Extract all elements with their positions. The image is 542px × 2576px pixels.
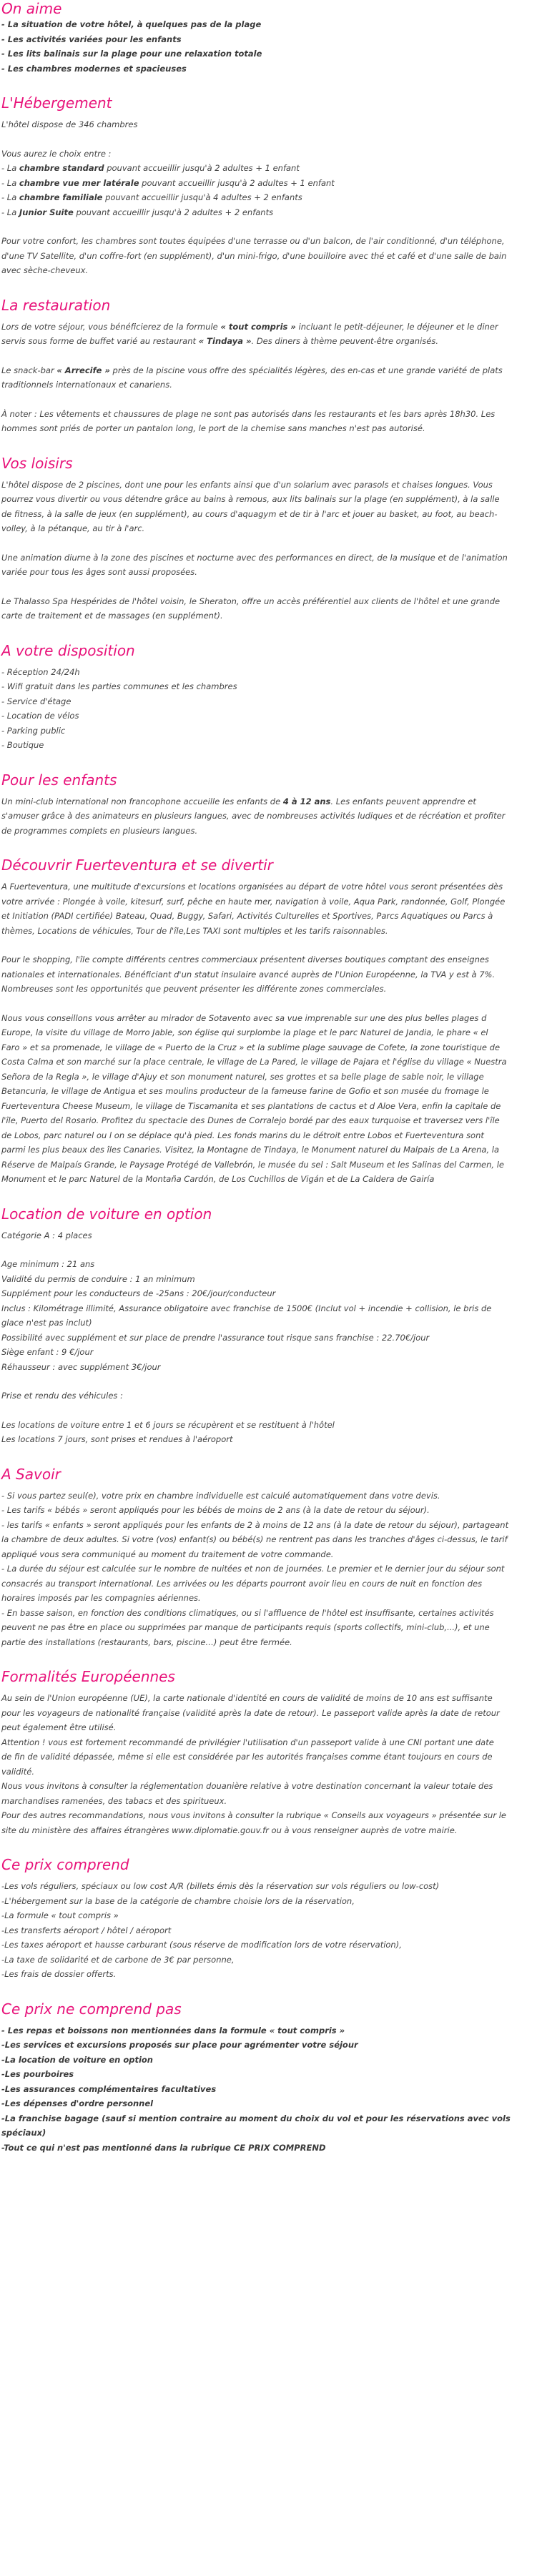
list-item: - Service d'étage (1, 696, 72, 706)
formalites-line: validité. (1, 1766, 34, 1777)
list-item: - Les chambres modernes et spacieuses (1, 63, 187, 74)
disposition-list (1, 665, 541, 753)
hebergement-choice-intro: Vous aurez le choix entre : (1, 148, 112, 159)
prix-ne-comprend-list (1, 2023, 541, 2156)
fuerteventura-text: l'île, Puerto del Rosario. Profitez du spectacle des Dunes de Corralejo bordé par des eaux turquoise et traversez vers l'île (1, 1115, 500, 1125)
room-name: chambre familiale (19, 192, 103, 202)
comfort-text: d'une TV Satellite, d'un coffre-fort (en supplément), d'un mini-frigo, d'une bouilloire avec thé et café et d'une salle de bain (1, 250, 507, 261)
savoir-line: peuvent ne pas être en place ou supprimées par manque de participants requis (sports collectifs, mini-club,...), et une (1, 1622, 490, 1632)
fuerteventura-text: Nous vous conseillons vous arrêter au mirador de Sotavento avec sa vue imprenable sur une des plus belles plages d (1, 1012, 487, 1023)
list-item: - Wifi gratuit dans les parties communes et les chambres (1, 681, 237, 691)
formalites-line: pour les voyageurs de nationalité française (validité après la date de retour). Le passeport valide après la date de retour (1, 1707, 500, 1718)
list-item: -Les pourboires (1, 2069, 74, 2079)
list-item: -Les dépenses d'ordre personnel (1, 2098, 154, 2108)
list-item: -Les assurances complémentaires facultatives (1, 2083, 217, 2094)
savoir-line: la chambre de deux adultes. Si votre (vos) enfant(s) ou bébé(s) ne rentrent pas dans les tranches d'âges ci-dessus, le tarif (1, 1534, 508, 1544)
list-item: -Les vols réguliers, spéciaux ou low cost A/R (billets émis dès la réservation sur vols réguliers ou low-cost) (1, 1881, 440, 1891)
loisirs-text: volley, à la pétanque, au tir à l'arc. (1, 523, 145, 533)
loisirs-title: Vos loisirs (1, 454, 73, 472)
location-line: Possibilité avec supplément et sur place de prendre l'assurance tout risque sans franchise : 22.70€/jour (1, 1332, 430, 1343)
restauration-text: traditionnels internationaux et canariens. (1, 380, 172, 390)
fuerteventura-title: Découvrir Fuerteventura et se divertir (1, 857, 273, 874)
list-item: -Les taxes aéroport et hausse carburant (sous réserve de modification lors de votre réservation), (1, 1940, 402, 1950)
fuerteventura-text: nationales et internationales. Bénéficiant d'un statut insulaire avancé auprès de l'Union Européenne, la TVA y est à 7%. (1, 969, 496, 979)
section-loisirs (1, 455, 541, 623)
location-line: Age minimum : 21 ans (1, 1259, 95, 1269)
on-aime-title: On aime (1, 0, 62, 17)
section-savoir (1, 1466, 541, 1650)
list-item: -Les services et excursions proposés sur place pour agrémenter votre séjour (1, 2040, 358, 2050)
fuerteventura-text: Europe, la visite du village de Morro Jable, son église qui surplombe la plage et le parc Naturel de Jandia, le phare « el (1, 1027, 488, 1037)
list-item: -Les transferts aéroport / hôtel / aéroport (1, 1925, 172, 1935)
comfort-text: Pour votre confort, les chambres sont toutes équipées d'une terrasse ou d'un balcon, de l'air conditionné, d'un téléphone, (1, 236, 505, 246)
savoir-line: appliqué vous sera communiqué au moment du traitement de votre commande. (1, 1549, 334, 1559)
prix-comprend-list (1, 1879, 541, 1982)
savoir-line: - Si vous partez seul(e), votre prix en chambre individuelle est calculé automatiquement dans votre devis. (1, 1490, 440, 1501)
formalites-line: Au sein de l'Union européenne (UE), la carte nationale d'identité en cours de validité de moins de 10 ans est suffisante (1, 1693, 493, 1703)
savoir-title: A Savoir (1, 1465, 61, 1483)
formalites-line: Pour des autres recommandations, nous vous invitons à consulter la rubrique « Conseils aux voyageurs » présentée sur le (1, 1810, 506, 1820)
list-item: -La franchise bagage (sauf si mention contraire au moment du choix du vol et pour les réservations avec vols (1, 2113, 511, 2123)
loisirs-text: L'hôtel dispose de 2 piscines, dont une pour les enfants ainsi que d'un solarium avec parasols et chaises longues. Vous (1, 479, 493, 490)
section-fuerteventura (1, 857, 541, 1187)
restauration-text: Le snack-bar « Arrecife » près de la piscine vous offre des spécialités légères, des en-cas et une grande variété de plats (1, 365, 503, 375)
location-vehicles: Prise et rendu des véhicules : (1, 1391, 123, 1401)
room-name: chambre standard (19, 163, 104, 173)
location-line: Siège enfant : 9 €/jour (1, 1347, 94, 1357)
savoir-line: horaires imposés par les compagnies aériennes. (1, 1593, 201, 1603)
enfants-title: Pour les enfants (1, 771, 117, 789)
savoir-line: - les tarifs « enfants » seront appliqués pour les enfants de 2 à moins de 12 ans (à la date de retour du séjour), partageant (1, 1519, 509, 1530)
location-rule: Les locations 7 jours, sont prises et rendues à l'aéroport (1, 1434, 233, 1444)
list-item: - La situation de votre hôtel, à quelques pas de la plage (1, 19, 262, 29)
list-item: -Tout ce qui n'est pas mentionné dans la rubrique CE PRIX COMPREND (1, 2142, 326, 2153)
loisirs-text: pourrez vous divertir ou vous détendre grâce au bains à remous, aux lits balinais sur la plage (en supplément), à la salle (1, 494, 500, 504)
hebergement-intro: L'hôtel dispose de 346 chambres (1, 119, 138, 129)
section-location (1, 1205, 541, 1447)
section-disposition (1, 642, 541, 753)
formalites-line: marchandises ramenées, des tabacs et des spiritueux. (1, 1795, 227, 1806)
location-line: Réhausseur : avec supplément 3€/jour (1, 1361, 161, 1372)
list-item: - Parking public (1, 725, 66, 736)
fuerteventura-text: Betancuria, le village de Antigua et ses moulins producteur de la fameuse farine de Gofio et son musée du fromage le (1, 1086, 489, 1096)
room-name: Junior Suite (19, 207, 74, 217)
formalites-line: de fin de validité dépassée, même si elle est considérée par les autorités françaises comme étant toujours en cours de (1, 1752, 493, 1762)
formalites-line: Nous vous invitons à consulter la réglementation douanière relative à votre destination concernant la valeur totale des (1, 1781, 493, 1791)
savoir-line: partie des installations (restaurants, bars, piscine…) peut être fermée. (1, 1637, 292, 1647)
section-formalites (1, 1668, 541, 1837)
fuerteventura-text: parmi les plus beaux des îles Canaries. Visitez, la Montagne de Tindaya, le Monument naturel du Malpais de La Arena, la (1, 1145, 500, 1155)
enfants-text: s'amuser grâce à des animateurs en plusieurs langues, avec de nombreuses activités ludiques et de récréation et profiter (1, 811, 506, 821)
loisirs-text: Le Thalasso Spa Hespérides de l'hôtel voisin, le Sheraton, offre un accès préférentiel aux clients de l'hôtel et une grande (1, 596, 501, 606)
fuerteventura-text: Monument et le parc Naturel de la Montaña Cardón, de Los Cuchillos de Vigán et de La Caldera de Gairía (1, 1174, 435, 1184)
formalites-title: Formalités Européennes (1, 1668, 175, 1685)
list-item: -L'hébergement sur la base de la catégorie de chambre choisie lors de la réservation, (1, 1895, 355, 1906)
list-item: - Location de vélos (1, 711, 79, 721)
section-prix-comprend (1, 1856, 541, 1982)
fuerteventura-text: Fuerteventura Cheese Museum, le village de Tiscamanita et ses plantations de cactus et d Aloe Vera, enfin la capitale de (1, 1100, 501, 1111)
formalites-line: Attention ! vous est fortement recommandé de privilégier l'utilisation d'un passeport valide à une CNI portant une date (1, 1737, 494, 1747)
restauration-title: La restauration (1, 296, 111, 314)
list-item: - Les lits balinais sur la plage pour une relaxation totale (1, 49, 262, 59)
list-item: - Les activités variées pour les enfants (1, 34, 182, 44)
loisirs-text: variée pour tous les âges sont aussi proposées. (1, 567, 197, 577)
fuerteventura-text: Faro » et sa promenade, le village de « Puerto de la Cruz » et la sublime plage sauvage de Cofete, la zone touristique de (1, 1042, 501, 1052)
list-item: -La taxe de solidarité et de carbone de 3€ par personne, (1, 1954, 235, 1965)
list-item: - Les repas et boissons non mentionnées dans la formule « tout compris » (1, 2025, 345, 2035)
prix-ne-comprend-title: Ce prix ne comprend pas (1, 2000, 182, 2018)
location-category: Catégorie A : 4 places (1, 1230, 92, 1240)
room-item: - La Junior Suite pouvant accueillir jusqu'à 2 adultes + 2 enfants (1, 207, 274, 217)
formalites-line: site du ministère des affaires étrangères www.diplomatie.gouv.fr ou à vous renseigner auprès de votre mairie. (1, 1825, 458, 1835)
room-item: - La chambre familiale pouvant accueillir jusqu'à 4 adultes + 2 enfants (1, 192, 302, 202)
list-item: -Les frais de dossier offerts. (1, 1969, 117, 1979)
location-line: Inclus : Kilométrage illimité, Assurance obligatoire avec franchise de 1500€ (Inclut vol + incendie + collision, le bris de (1, 1303, 492, 1313)
enfants-text: Un mini-club international non francophone accueille les enfants de 4 à 12 ans. Les enfants peuvent apprendre et (1, 796, 476, 806)
fuerteventura-text: Señora de la Regla », le village d'Ajuy et son monument naturel, ses grottes et sa belle plage de sable noir, le village (1, 1071, 484, 1082)
fuerteventura-text: thèmes, Locations de véhicules, Tour de l'île,Les TAXI sont multiples et les tarifs raisonnables. (1, 925, 388, 936)
section-hebergement (1, 94, 541, 278)
list-item: - Réception 24/24h (1, 666, 80, 677)
location-title: Location de voiture en option (1, 1205, 212, 1223)
list-item: -La location de voiture en option (1, 2054, 153, 2065)
location-line: Supplément pour les conducteurs de -25ans : 20€/jour/conducteur (1, 1288, 276, 1298)
location-rule: Les locations de voiture entre 1 et 6 jours se récupèrent et se restituent à l'hôtel (1, 1419, 335, 1430)
list-item: -La formule « tout compris » (1, 1910, 119, 1920)
savoir-line: consacrés au transport international. Les arrivées ou les départs pourront avoir lieu en cours de nuit en fonction des (1, 1578, 483, 1589)
room-item: - La chambre vue mer latérale pouvant accueillir jusqu'à 2 adultes + 1 enfant (1, 177, 335, 188)
room-name: chambre vue mer latérale (19, 177, 139, 188)
location-line: glace n'est pas inclut) (1, 1318, 92, 1328)
restauration-text: servis sous forme de buffet varié au restaurant « Tindaya ». Des diners à thème peuvent-être organisés. (1, 336, 438, 346)
hebergement-title: L'Hébergement (1, 94, 112, 112)
list-item: - Boutique (1, 740, 44, 750)
restauration-text: Lors de votre séjour, vous bénéficierez de la formule « tout compris » incluant le petit-déjeuner, le déjeuner et le diner (1, 321, 498, 332)
savoir-line: - Les tarifs « bébés » seront appliqués pour les bébés de moins de 2 ans (à la date de retour du séjour). (1, 1505, 430, 1515)
room-item: - La chambre standard pouvant accueillir jusqu'à 2 adultes + 1 enfant (1, 163, 300, 173)
fuerteventura-text: de Lobos, parc naturel ou l on se déplace qu'à pied. Les fonds marins du le détroit entre Lobos et Fuerteventura sont (1, 1130, 484, 1140)
fuerteventura-text: Réserve de Malpaís Grande, le Paysage Protégé de Vallebrón, le musée du sel : Salt Museum et les Salinas del Carmen, le (1, 1159, 504, 1170)
savoir-line: - La durée du séjour est calculée sur le nombre de nuitées et non de journées. Le premier et le dernier jour du séjour sont (1, 1564, 505, 1574)
list-item: spéciaux) (1, 2128, 46, 2138)
fuerteventura-text: Nombreuses sont les opportunités que peuvent présenter les différente zones commerciales. (1, 984, 387, 994)
comfort-text: avec sèche-cheveux. (1, 265, 89, 275)
fuerteventura-text: et Initiation (PADI certifiée) Bateau, Quad, Buggy, Safari, Activités Culturelles et Sportives, Parcs Aquatiques ou Parcs à (1, 911, 493, 921)
loisirs-text: carte de traitement et de massages (en supplément). (1, 611, 223, 621)
fuerteventura-text: Pour le shopping, l'île compte différents centres commerciaux présentent diverses boutiques comptant des enseignes (1, 954, 489, 964)
enfants-text: de programmes complets en plusieurs langues. (1, 825, 198, 836)
section-enfants (1, 771, 541, 839)
fuerteventura-text: A Fuerteventura, une multitude d'excursions et locations organisées au départ de votre hôtel vous seront présentées dès (1, 882, 503, 892)
disposition-title: A votre disposition (1, 641, 135, 659)
fuerteventura-text: votre arrivée : Plongée à voile, kitesurf, surf, pêche en haute mer, navigation à voile, Aqua Park, randonnée, Golf, Plongée (1, 896, 506, 907)
savoir-line: - En basse saison, en fonction des conditions climatiques, ou si l'affluence de l'hôtel est insuffisante, certaines activités (1, 1607, 494, 1618)
loisirs-text: de fitness, à la salle de jeux (en supplément), au cours d'aquagym et de tir à l'arc et jouer au basket, au foot, au beach- (1, 508, 498, 519)
loisirs-text: Une animation diurne à la zone des piscines et nocturne avec des performances en direct, de la musique et de l'animation (1, 552, 508, 563)
section-on-aime (1, 0, 541, 76)
restauration-note: À noter : Les vêtements et chaussures de plage ne sont pas autorisés dans les restaurants et les bars après 18h30. Les (1, 408, 496, 419)
restauration-note: hommes sont priés de porter un pantalon long, le port de la chemise sans manches n'est pas autorisé. (1, 423, 425, 433)
section-prix-ne-comprend (1, 2000, 541, 2156)
formalites-line: peut également être utilisé. (1, 1722, 117, 1732)
prix-comprend-title: Ce prix comprend (1, 1856, 129, 1873)
location-line: Validité du permis de conduire : 1 an minimum (1, 1273, 195, 1284)
fuerteventura-text: Costa Calma et son marché sur la place centrale, le village de La Pared, le village de Pajara et l'église du village « Nuestra (1, 1057, 507, 1067)
on-aime-list (1, 17, 541, 76)
section-restauration (1, 297, 541, 436)
